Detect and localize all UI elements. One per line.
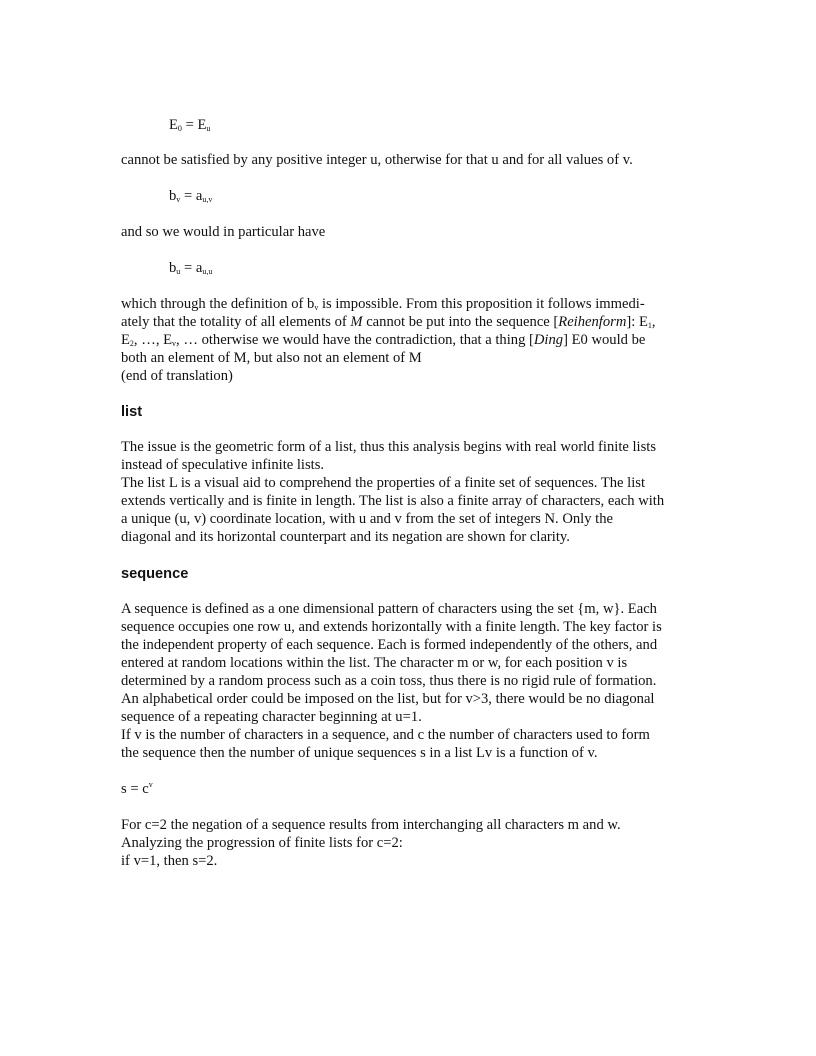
text-sub: v (314, 303, 319, 312)
text-sub: 2 (129, 339, 134, 348)
text-run: , …, E (133, 332, 173, 348)
paragraph-and-so: and so we would in particular have (121, 224, 326, 240)
text-line: sequence of a repeating character beginning at u=1. (121, 709, 422, 725)
text-run: E (121, 332, 130, 348)
text-line: The issue is the geometric form of a list, thus this analysis begins with real world finite lists (121, 439, 657, 455)
text-line: Analyzing the progression of finite lists for c=2: (121, 835, 403, 851)
italic-reihenform: Reihenform (558, 314, 627, 330)
paragraph-cannot-be-satisfied: cannot be satisfied by any positive integer u, otherwise for that u and for all values of v. (121, 152, 633, 168)
text-run: ] E0 would be (563, 332, 646, 348)
text-line: determined by a random process such as a coin toss, thus there is no rigid rule of formation. (121, 673, 657, 689)
italic-ding: Ding (533, 332, 564, 348)
text-line: entered at random locations within the list. The character m or w, for each position v is (121, 655, 628, 671)
text-line: instead of speculative infinite lists. (121, 457, 325, 473)
text-line: If v is the number of characters in a sequence, and c the number of characters used to form (121, 727, 650, 743)
eq2-lhs-sub: v (176, 195, 181, 204)
heading-sequence: sequence (121, 566, 189, 582)
text-line: A sequence is defined as a one dimensional pattern of characters using the set {m, w}. Each (121, 601, 657, 617)
text-line: the independent property of each sequence. Each is formed independently of the others, and (121, 637, 658, 653)
italic-M: M (350, 314, 363, 330)
text-line: both an element of M, but also not an element of M (121, 350, 422, 366)
heading-list: list (121, 404, 143, 420)
eq4-exponent: v (148, 780, 153, 789)
paragraph-sequence-body (121, 600, 701, 762)
eq1-rhs-sub: u (206, 124, 211, 133)
text-run: is impossible. From this proposition it follows immedi- (318, 296, 645, 312)
text-line: the sequence then the number of unique sequences s in a list Lv is a function of v. (121, 745, 598, 761)
paragraph-list-body (121, 438, 701, 546)
equation-bv-auv (169, 187, 749, 205)
text-sub: 1 (647, 321, 652, 330)
eq3-rhs-sub: u,u (202, 267, 213, 276)
eq3-lhs-sub: u (176, 267, 181, 276)
text-line: The list L is a visual aid to comprehend the properties of a finite set of sequences. The list (121, 475, 646, 491)
eq3-lhs: b (169, 260, 177, 276)
text-run: cannot be put into the sequence [ (362, 314, 559, 330)
eq4-base: s = c (121, 781, 149, 797)
eq2-lhs: b (169, 188, 177, 204)
text-line (121, 331, 701, 349)
eq2-rhs-sub: u,v (202, 195, 213, 204)
eq1-op: = (181, 117, 198, 133)
text-run: ately that the totality of all elements of (121, 314, 351, 330)
eq2-rhs: a (195, 188, 203, 204)
text-line: For c=2 the negation of a sequence results from interchanging all characters m and w. (121, 817, 621, 833)
eq3-op: = (180, 260, 196, 276)
text-run: , … otherwise we would have the contradiction, that a thing [ (176, 332, 534, 348)
text-line: extends vertically and is finite in length. The list is also a finite array of characters, each with (121, 493, 665, 509)
text-line: (end of translation) (121, 368, 233, 384)
paragraph-final (121, 816, 701, 870)
equation-e0-eu (169, 116, 749, 134)
eq1-lhs: E (169, 117, 178, 133)
text-line (121, 295, 701, 313)
paragraph-which-through (121, 295, 701, 385)
equation-s-c-v (121, 780, 701, 798)
eq2-op: = (180, 188, 196, 204)
eq1-rhs: E (197, 117, 207, 133)
text-sub: v (172, 339, 177, 348)
text-line: An alphabetical order could be imposed on the list, but for v>3, there would be no diagonal (121, 691, 655, 707)
text-line: a unique (u, v) coordinate location, with u and v from the set of integers N. Only the (121, 511, 614, 527)
text-line: sequence occupies one row u, and extends horizontally with a finite length. The key factor is (121, 619, 662, 635)
text-line (121, 313, 701, 331)
text-run: which through the definition of b (121, 296, 315, 312)
eq1-lhs-sub: 0 (177, 124, 182, 133)
text-run: ]: E (626, 314, 648, 330)
eq3-rhs: a (195, 260, 203, 276)
text-line: diagonal and its horizontal counterpart and its negation are shown for clarity. (121, 529, 570, 545)
equation-bu-auu (169, 259, 749, 277)
text-run: , (651, 314, 656, 330)
text-line: if v=1, then s=2. (121, 853, 218, 869)
